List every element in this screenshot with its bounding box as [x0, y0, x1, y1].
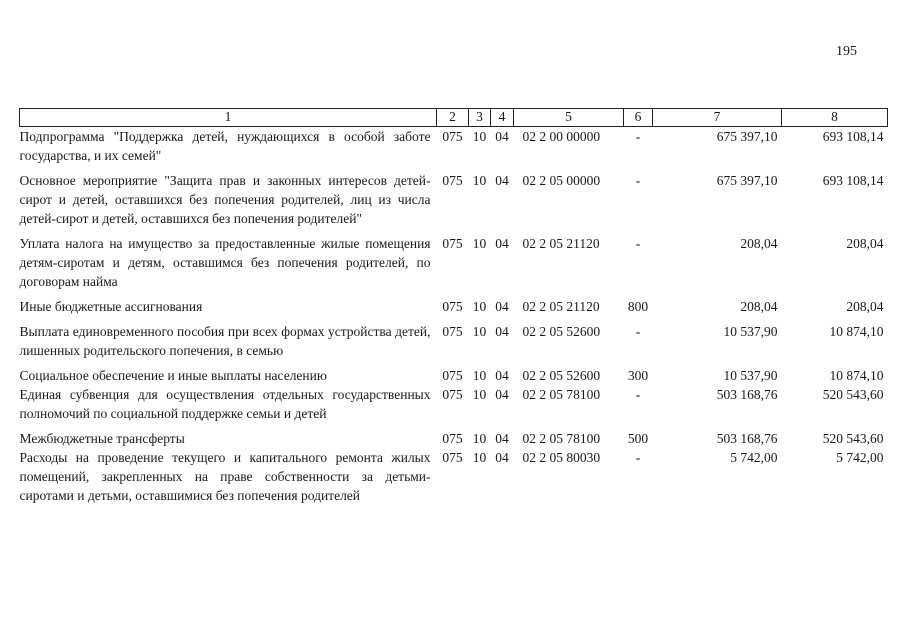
header-col-8: 8: [782, 109, 888, 127]
row-section: 10: [472, 129, 487, 144]
row-name: Единая субвенция для осуществления отдельных государственных полномочий по социальной поддержке семьи и детей: [19, 387, 431, 421]
row-amount-2: 208,04: [846, 236, 884, 251]
row-target-article: 02 2 00 00000: [522, 129, 601, 144]
row-ministry-code: 075: [442, 299, 463, 314]
row-amount-2: 520 543,60: [822, 431, 884, 446]
row-amount-1: 503 168,76: [716, 431, 778, 446]
row-amount-1: 10 537,90: [723, 368, 778, 383]
row-ministry-code: 075: [442, 129, 463, 144]
table-row: [20, 171, 888, 234]
row-target-article: 02 2 05 52600: [522, 368, 601, 383]
row-expense-type: -: [635, 450, 641, 465]
row-subsection: 04: [495, 450, 509, 465]
row-ministry-code: 075: [442, 173, 463, 188]
row-ministry-code: 075: [442, 236, 463, 251]
table-row: [20, 366, 888, 385]
row-amount-2: 520 543,60: [822, 387, 884, 402]
row-subsection: 04: [495, 368, 509, 383]
header-col-6: 6: [624, 109, 653, 127]
row-name: Иные бюджетные ассигнования: [19, 299, 203, 314]
header-col-7: 7: [653, 109, 782, 127]
row-expense-type: -: [635, 129, 641, 144]
row-subsection: 04: [495, 129, 509, 144]
row-ministry-code: 075: [442, 387, 463, 402]
row-amount-2: 10 874,10: [829, 324, 884, 339]
budget-table: [19, 108, 888, 505]
row-expense-type: 800: [627, 299, 649, 314]
row-name: Расходы на проведение текущего и капитального ремонта жилых помещений, закрепленных на праве собственности за детьми-сиротами и детьми, оставшимися без попечения родителей: [19, 450, 431, 503]
row-ministry-code: 075: [442, 450, 463, 465]
table-row: [20, 448, 888, 505]
row-amount-2: 693 108,14: [822, 173, 884, 188]
row-target-article: 02 2 05 00000: [522, 173, 601, 188]
row-section: 10: [472, 299, 487, 314]
row-amount-2: 208,04: [846, 299, 884, 314]
row-subsection: 04: [495, 173, 509, 188]
row-amount-1: 675 397,10: [716, 129, 778, 144]
header-col-2: 2: [437, 109, 469, 127]
row-name: Подпрограмма "Поддержка детей, нуждающихся в особой заботе государства, и их семей": [19, 129, 431, 163]
row-subsection: 04: [495, 299, 509, 314]
page-number: 195: [836, 44, 857, 59]
header-col-1: 1: [20, 109, 437, 127]
row-subsection: 04: [495, 324, 509, 339]
row-target-article: 02 2 05 78100: [522, 431, 601, 446]
row-subsection: 04: [495, 387, 509, 402]
row-target-article: 02 2 05 80030: [522, 450, 601, 465]
row-amount-1: 503 168,76: [716, 387, 778, 402]
row-subsection: 04: [495, 431, 509, 446]
row-ministry-code: 075: [442, 431, 463, 446]
row-amount-1: 5 742,00: [730, 450, 778, 465]
row-ministry-code: 075: [442, 324, 463, 339]
row-target-article: 02 2 05 21120: [522, 299, 600, 314]
row-name: Межбюджетные трансферты: [19, 431, 185, 446]
row-target-article: 02 2 05 52600: [522, 324, 601, 339]
row-expense-type: -: [635, 324, 641, 339]
row-section: 10: [472, 236, 487, 251]
row-amount-1: 208,04: [740, 236, 778, 251]
row-amount-1: 675 397,10: [716, 173, 778, 188]
row-subsection: 04: [495, 236, 509, 251]
row-section: 10: [472, 387, 487, 402]
header-col-5: 5: [514, 109, 624, 127]
row-ministry-code: 075: [442, 368, 463, 383]
table-row: [20, 297, 888, 322]
row-section: 10: [472, 324, 487, 339]
row-section: 10: [472, 450, 487, 465]
row-target-article: 02 2 05 78100: [522, 387, 601, 402]
row-target-article: 02 2 05 21120: [522, 236, 600, 251]
header-row: [20, 109, 888, 127]
row-amount-1: 10 537,90: [723, 324, 778, 339]
header-col-4: 4: [491, 109, 514, 127]
header-col-3: 3: [469, 109, 491, 127]
row-amount-2: 5 742,00: [836, 450, 884, 465]
table-row: [20, 322, 888, 366]
row-name: Уплата налога на имущество за предоставленные жилые помещения детям-сиротам и детям, оставшимся без попечения родителей, по договорам найма: [19, 236, 431, 289]
row-section: 10: [472, 173, 487, 188]
row-expense-type: -: [635, 173, 641, 188]
row-name: Основное мероприятие "Защита прав и законных интересов детей-сирот и детей, оставшихся без попечения родителей, лиц из числа детей-сирот и детей, оставшихся без попечения родителей": [19, 173, 431, 226]
row-amount-1: 208,04: [740, 299, 778, 314]
row-expense-type: 500: [627, 431, 649, 446]
row-section: 10: [472, 431, 487, 446]
row-expense-type: 300: [627, 368, 649, 383]
row-section: 10: [472, 368, 487, 383]
table-row: [20, 429, 888, 448]
row-name: Выплата единовременного пособия при всех формах устройства детей, лишенных родительского попечения, в семью: [19, 324, 431, 358]
table-row: [20, 385, 888, 429]
row-expense-type: -: [635, 387, 641, 402]
row-amount-2: 10 874,10: [829, 368, 884, 383]
row-expense-type: -: [635, 236, 641, 251]
table-row: [20, 127, 888, 172]
row-amount-2: 693 108,14: [822, 129, 884, 144]
row-name: Социальное обеспечение и иные выплаты населению: [19, 368, 327, 383]
table-row: [20, 234, 888, 297]
